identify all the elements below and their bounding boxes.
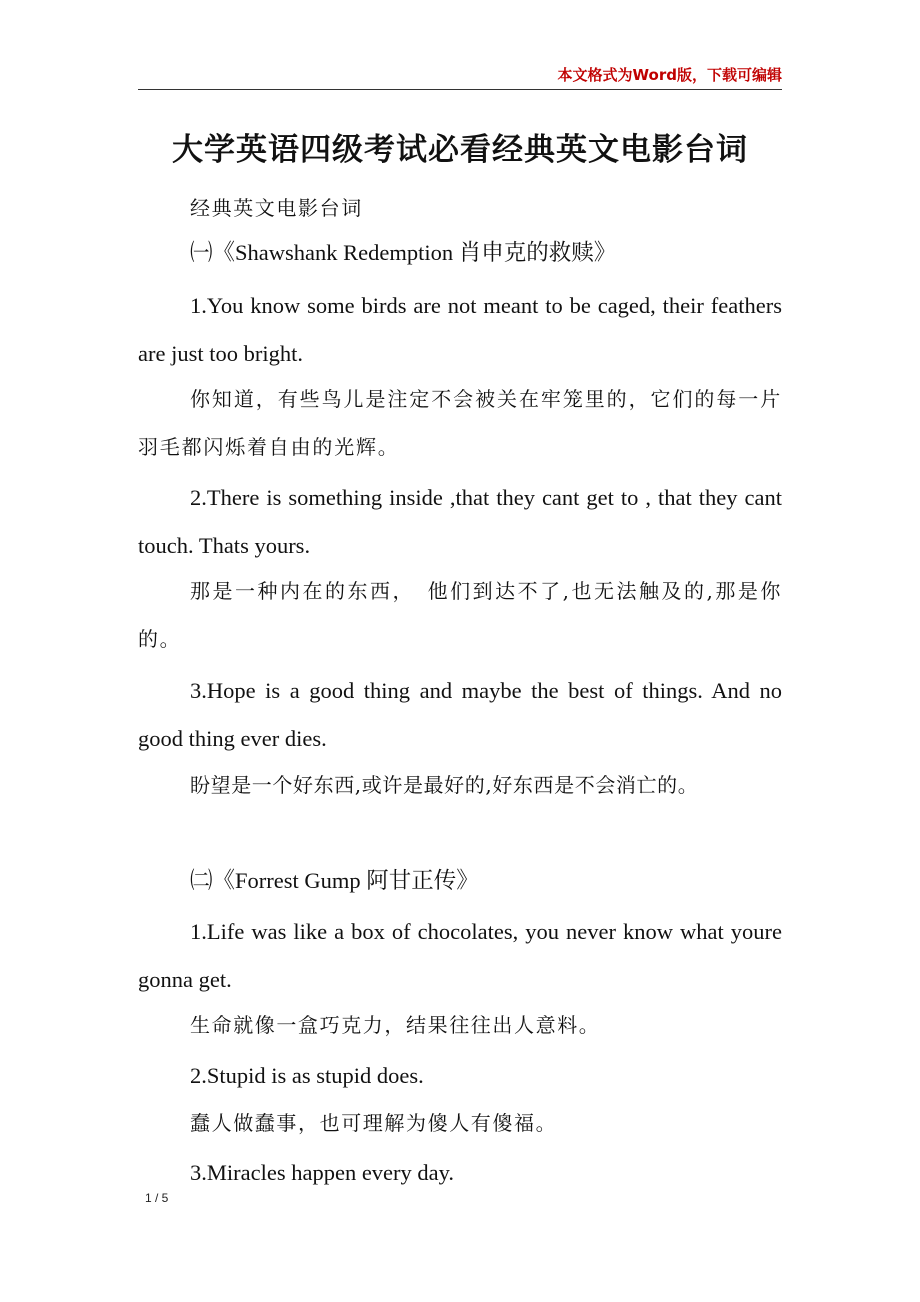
quote-2-2-en: 2.Stupid is as stupid does. xyxy=(190,1063,424,1088)
section-heading-2: ㈡《Forrest Gump 阿甘正传》 xyxy=(190,868,479,893)
quote-1-3-en: 3.Hope is a good thing and maybe the best of things. And no good thing ever dies. xyxy=(138,678,782,751)
quote-1-2-en: 2.There is something inside ,that they cant get to , that they cant touch. Thats yours. xyxy=(138,485,782,558)
quote-1-2-cn: 那是一种内在的东西， 他们到达不了,也无法触及的,那是你的。 xyxy=(138,579,782,651)
quote-2-2-cn: 蠢人做蠢事，也可理解为傻人有傻福。 xyxy=(190,1111,558,1135)
page-indicator: 1 / 5 xyxy=(145,1191,169,1205)
quote-1-3-cn: 盼望是一个好东西,或许是最好的,好东西是不会消亡的。 xyxy=(190,773,699,797)
quote-2-1-cn: 生命就像一盒巧克力，结果往往出人意料。 xyxy=(190,1013,601,1037)
quote-2-3-en: 3.Miracles happen every day. xyxy=(190,1160,455,1185)
subtitle: 经典英文电影台词 xyxy=(190,196,363,220)
quote-2-1-en: 1.Life was like a box of chocolates, you never know what youre gonna get. xyxy=(138,919,782,992)
quote-1-1-cn: 你知道，有些鸟儿是注定不会被关在牢笼里的，它们的每一片羽毛都闪烁着自由的光辉。 xyxy=(138,387,782,459)
header-rule xyxy=(138,89,782,90)
section-heading-1: ㈠《Shawshank Redemption 肖申克的救赎》 xyxy=(190,240,617,265)
header-note: 本文格式为Word版，下载可编辑 xyxy=(557,66,782,84)
quote-1-1-en: 1.You know some birds are not meant to be caged, their feathers are just too bright. xyxy=(138,293,782,366)
document-title: 大学英语四级考试必看经典英文电影台词 xyxy=(172,132,748,168)
